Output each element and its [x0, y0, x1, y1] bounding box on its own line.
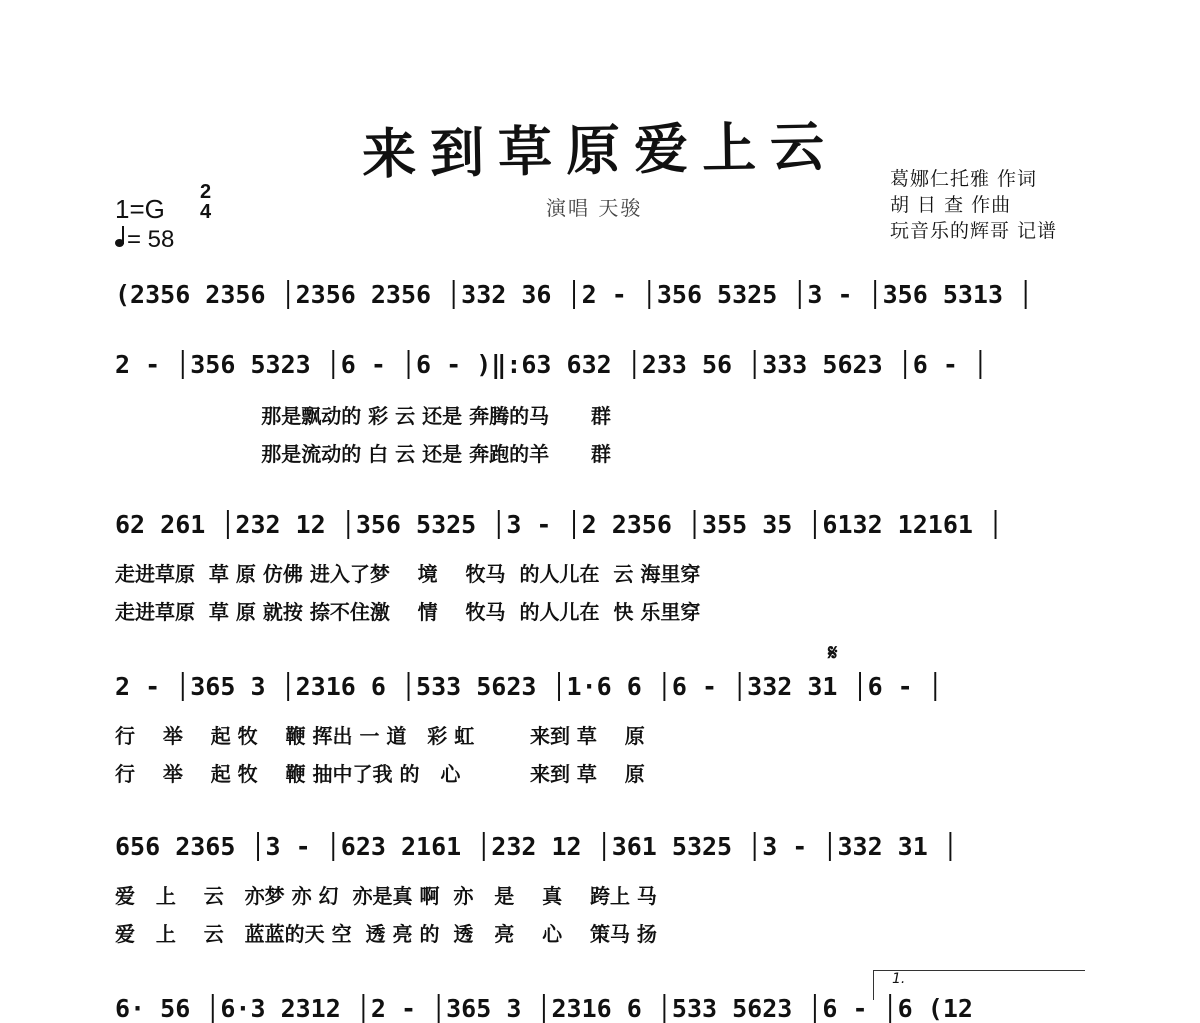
notation-line-3: 62 261 │232 12 │356 5325 │3 - │2 2356 │355 35 │6132 12161 │ — [115, 510, 1004, 539]
time-signature — [200, 182, 211, 222]
time-signature-bottom: 4 — [200, 201, 212, 223]
volta-bracket: 1. — [873, 970, 1085, 1000]
lyric-line-5b: 爱 上 云 蓝蓝的天 空 透 亮 的 透 亮 心 策马 扬 — [115, 922, 657, 946]
transcriber-credit: 玩音乐的辉哥 记谱 — [890, 220, 1058, 242]
lyric-line-4a: 行 举 起 牧 鞭 挥出 一 道 彩 虹 来到 草 原 — [115, 724, 645, 748]
lyric-line-5a: 爱 上 云 亦梦 亦 幻 亦是真 啊 亦 是 真 跨上 马 — [115, 884, 657, 908]
notation-line-6: 6· 56 │6·3 2312 │2 - │365 3 │2316 6 │533 5623 │6 - │6 (12 — [115, 994, 973, 1023]
credits-block — [890, 166, 1057, 244]
composer-credit: 胡 日 查 作曲 — [890, 194, 1012, 216]
time-signature-top: 2 — [200, 181, 212, 203]
song-title: 来到草原爱上云 — [361, 113, 839, 187]
segno-icon: 𝄋 — [828, 640, 838, 666]
notation-line-2: 2 - │356 5323 │6 - │6 - )‖:63 632 │233 56 │333 5623 │6 - │ — [115, 350, 988, 379]
lyric-line-3b: 走进草原 草 原 就按 捺不住激 情 牧马 的人儿在 快 乐里穿 — [115, 600, 701, 624]
lyric-line-2b: 那是流动的 白 云 还是 奔跑的羊 群 — [115, 442, 611, 466]
singer-credit: 演唱 天骏 — [546, 196, 643, 220]
notation-line-1: (2356 2356 │2356 2356 │332 36 │2 - │356 5325 │3 - │356 5313 │ — [115, 280, 1034, 309]
key-signature: 1=G — [115, 194, 165, 224]
tempo-value: = 58 — [127, 226, 175, 253]
quarter-note-icon — [115, 239, 124, 247]
notation-line-4: 2 - │365 3 │2316 6 │533 5623 │1·6 6 │6 - │332 31 │6 - │ — [115, 672, 943, 701]
tempo-marking — [115, 226, 174, 254]
notation-line-5: 656 2365 │3 - │623 2161 │232 12 │361 5325 │3 - │332 31 │ — [115, 832, 958, 861]
lyric-line-3a: 走进草原 草 原 仿佛 进入了梦 境 牧马 的人儿在 云 海里穿 — [115, 562, 701, 586]
lyric-line-4b: 行 举 起 牧 鞭 抽中了我 的 心 来到 草 原 — [115, 762, 645, 786]
lyric-line-2a: 那是飘动的 彩 云 还是 奔腾的马 群 — [115, 404, 611, 428]
lyricist-credit: 葛娜仁托雅 作词 — [890, 168, 1038, 190]
